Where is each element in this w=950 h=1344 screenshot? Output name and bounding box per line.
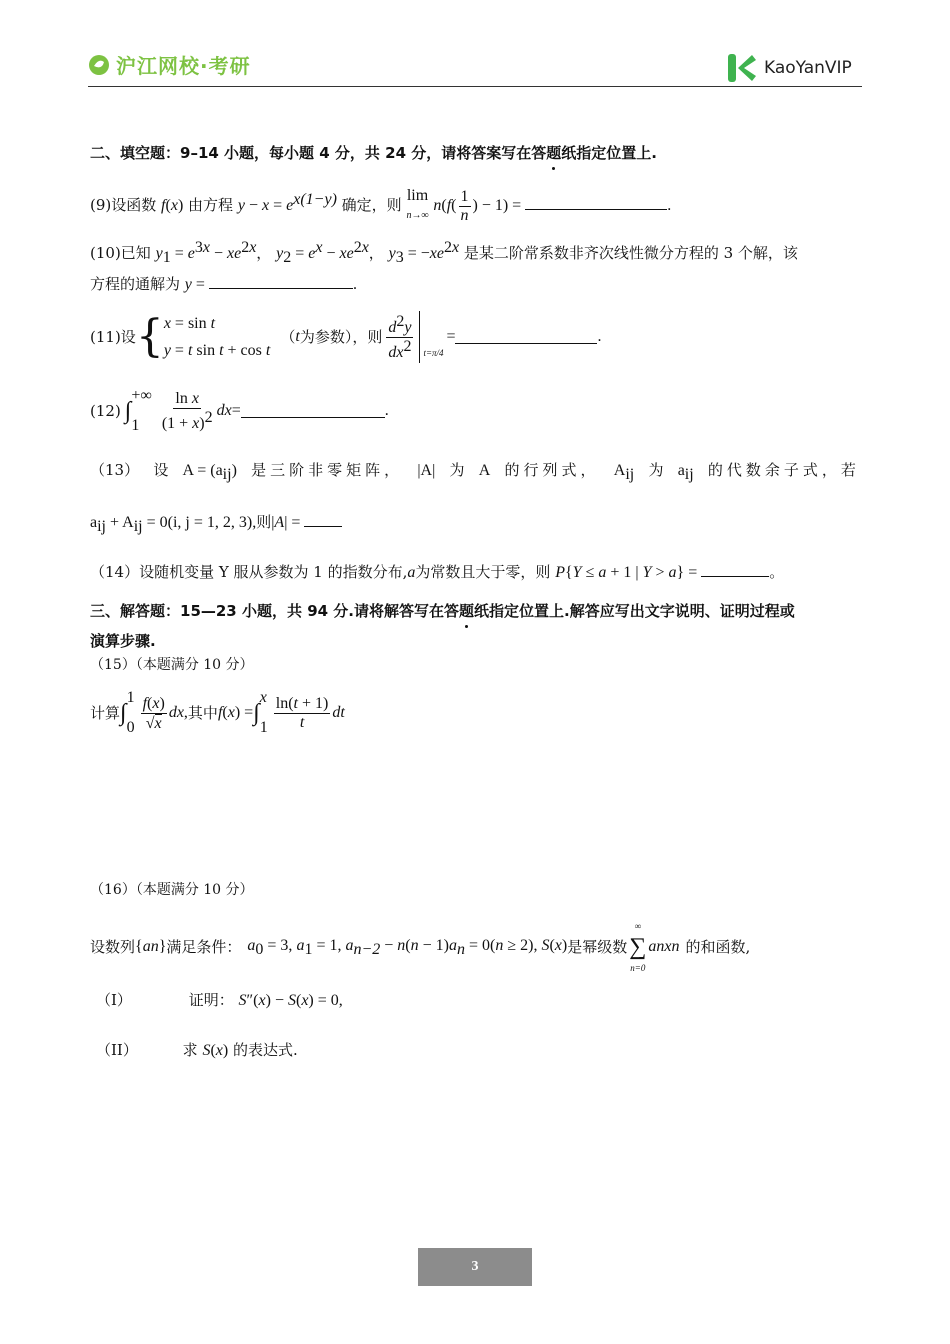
question-10: (10)已知 $y_1 = e^{3x} - xe^{2x}$， $y_2 = e^x - xe^{2x}$， $y_3 = -xe^{2x}$ 是某二阶常系数非齐次线性微分方程的 3 个解，该 [90,239,798,266]
answer-blank[interactable] [304,514,342,527]
answer-blank[interactable] [525,197,667,210]
header-divider [88,86,862,87]
answer-blank[interactable] [241,405,385,418]
question-16: 设数列 { a n } 满足条件： $a_0 = 3$, $a_1 = 1$, $a_{n-2} - n(n - 1)a_n = 0(n \ge 2)$, S(x) 是幂级数 ∞ ∑ n=0 a n x n 的和函数, [90,921,751,973]
answer-blank[interactable] [701,564,769,577]
hujiang-logo [88,50,251,79]
question-15: 计算 ∫ 1 0 $\frac{f(x)}{√x}$ dx , 其中 f ( x ) = ∫ x 1 $\frac{\ln(t + 1)}{t}$ dt [90,689,345,736]
k-logo-icon [726,52,758,84]
section-2-title: 二、填空题：9–14 小题，每小题 4 分，共 24 分，请将答案写在答题纸指定位置上. [90,144,657,162]
question-12: (12) ∫ +∞ 1 $\frac{\text{ln x}}{(1 + x)^2}$ dx = . [90,387,389,434]
emphasis-dots: 答题纸 [531,144,577,162]
kaoyanvip-logo [726,52,852,84]
answer-blank[interactable] [209,276,353,289]
kaoyanvip-brand-text: KaoYanVIP [764,58,852,78]
question-13-line2: $a_{ij} + A_{ij} = 0(i$, j = 1, 2, 3),则|A| = [90,512,342,537]
question-13: （13） 设 $A = (a_{ij})$ 是三阶非零矩阵， |A| 为 A 的行列式， $A_{ij}$ 为 $a_{ij}$ 的代数余子式，若 [90,461,860,483]
question-9: (9)设函数 f(x) 由方程 $y - x = e^{x(1-y)}$ 确定，则 lim n→∞ n(f( $\frac{1}{n}$ ) − 1) = . [90,187,672,224]
question-10-line2: 方程的通解为 y = . [90,275,357,293]
section-3-title-line2: 演算步骤. [90,632,156,650]
leaf-icon [88,54,110,76]
question-16-part-1: （I） 证明： S″(x) − S(x) = 0, [96,991,343,1009]
hujiang-brand-text: 沪江网校·考研 [116,54,251,78]
question-16-part-2: （II） 求 S(x) 的表达式. [96,1041,298,1059]
page-number: 3 [418,1248,532,1286]
question-11: (11) 设 { x = sin t y = t sin t + cos t （ t 为参数），则 $\frac{d^2y}{dx^2}$ t=π/4 = . [90,311,602,362]
section-3-title: 三、解答题：15—23 小题，共 94 分.请将解答写在答题纸指定位置上.解答应写出文字说明、证明过程或 [90,602,795,620]
question-14: （14）设随机变量 Y 服从参数为 1 的指数分布,a为常数且大于零，则 P{Y ≤ a + 1 | Y > a} = 。 [90,563,785,581]
question-16-label: （16）（本题满分 10 分） [90,882,254,898]
question-15-label: （15）（本题满分 10 分） [90,657,254,673]
emphasis-dots: 答题纸 [444,602,490,620]
answer-blank[interactable] [455,331,597,344]
